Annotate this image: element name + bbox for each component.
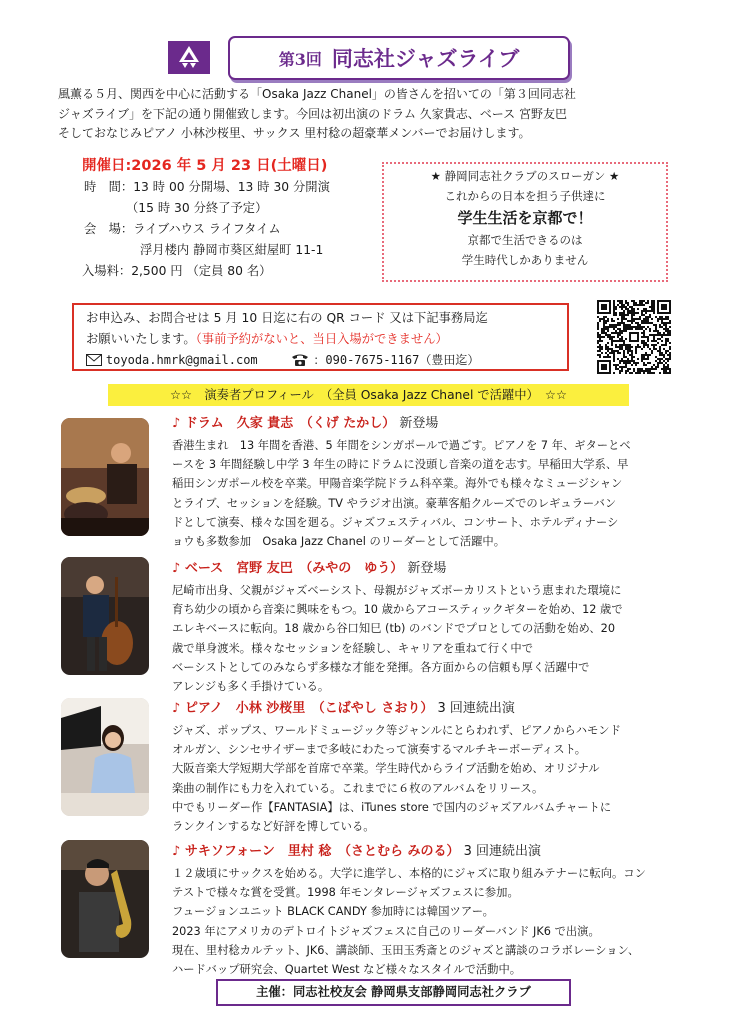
event-details bbox=[82, 156, 372, 282]
performer-photo-sax bbox=[61, 840, 149, 958]
bio-line: テストで様々な賞を受賞。1998 年モンタレージャズフェスに参加。 bbox=[172, 886, 519, 900]
bio-line: とライブ、セッションを経験。TV やラジオ出演。豪華客船クルーズでのレギュラーバン bbox=[172, 496, 617, 510]
performer-name: ♪ サキソフォーン 里村 稔 （さとむら みのる） bbox=[172, 844, 460, 859]
bio-line: ドとして演奏、様々な国を廻る。ジャズフェスティバル、コンサート、ホテルディナーシ bbox=[172, 515, 619, 529]
contact-info-row bbox=[86, 350, 567, 373]
contact-box bbox=[72, 303, 569, 371]
bio-line: ベーシストとしてのみならず多様な才能を発揮。各方面からの信頼も厚く活躍中で bbox=[172, 660, 590, 674]
bio-line: ジャズ、ポップス、ワールドミュージック等ジャンルにとらわれず、ピアノからハモンド bbox=[172, 724, 621, 737]
telephone-icon bbox=[291, 352, 309, 373]
bio-line: １２歳頃にサックスを始める。大学に進学し、本格的にジャズに取り組みテナーに転向。コン bbox=[172, 867, 646, 880]
intro-line: 風薫る５月、関西を中心に活動する「Osaka Jazz Chanel」の皆さんを招いての「第３回同志社 bbox=[58, 87, 576, 101]
reservation-warning: （事前予約がないと、当日入場ができません） bbox=[195, 332, 448, 346]
intro-line: ジャズライブ」を下記の通り開催致します。今回は初出演のドラム 久家貴志、ベース 宮野友巴 bbox=[58, 106, 567, 121]
bio-line: 歳で単身渡米。様々なセッションを経験し、キャリアを重ねて行く中で bbox=[172, 641, 533, 655]
slogan-line: 京都で生活できるのは bbox=[467, 233, 583, 247]
contact-line: お申込み、お問合せは 5 月 10 日迄に右の QR コード 又は下記事務局迄 bbox=[86, 311, 488, 325]
performer-drums bbox=[172, 413, 700, 551]
page-title bbox=[228, 36, 570, 80]
bio-line: 香港生まれ 13 年間を香港、5 年間をシンガポールで過ごす。ピアノを 7 年、ギターとベ bbox=[172, 439, 631, 452]
bio-line: 大阪音楽大学短期大学部を首席で卒業。学生時代からライブ活動を始め、オリジナル bbox=[172, 762, 600, 776]
performer-photo-bass bbox=[61, 557, 149, 675]
slogan-box bbox=[382, 162, 668, 282]
bio-line: ースを 3 年間経験し中学 3 年生の時にドラムに没頭し音楽の道を志す。早稲田大学系、早 bbox=[172, 458, 629, 472]
performer-appearance: 新登場 bbox=[407, 561, 447, 576]
performer-piano bbox=[172, 698, 700, 836]
performer-appearance: 新登場 bbox=[399, 416, 439, 431]
bio-line: エレキベースに転向。18 歳から谷口知巳 (tb) のバンドでプロとしての活動を始め、20 bbox=[172, 622, 616, 636]
slogan-line: 学生時代しかありません bbox=[461, 253, 589, 267]
intro-paragraph bbox=[58, 85, 698, 144]
bio-line: フュージョンユニット BLACK CANDY 参加時には韓国ツアー。 bbox=[172, 905, 494, 919]
bio-line: 楽曲の制作にも力を入れている。これまでに６枚のアルバムをリリース。 bbox=[172, 781, 544, 795]
slogan-title: ★ 静岡同志社クラブのスローガン ★ bbox=[430, 169, 620, 183]
organizer-footer: 主催：同志社校友会 静岡県支部静岡同志社クラブ bbox=[216, 979, 571, 1006]
title-main: 同志社ジャズライブ bbox=[331, 46, 520, 71]
performer-photo-piano bbox=[61, 698, 149, 816]
doshisha-crest-icon bbox=[168, 41, 210, 74]
bio-line: オルガン、シンセサイザーまで多岐にわたって演奏するマルチキーボーディスト。 bbox=[172, 743, 587, 757]
slogan-line: これからの日本を担う子供達に bbox=[444, 189, 606, 203]
performer-appearance: 3 回連続出演 bbox=[463, 844, 542, 859]
event-time-note: （15 時 30 分終了予定） bbox=[126, 201, 268, 215]
intro-line: そしておなじみピアノ 小林沙桜里、サックス 里村稔の超豪華メンバーでお届けします。 bbox=[58, 126, 531, 140]
bio-line: 2023 年にアメリカのデトロイトジャズフェスに自己のリーダーバンド JK6 で出演。 bbox=[172, 924, 600, 938]
event-address: 浮月楼内 静岡市葵区紺屋町 11-1 bbox=[140, 243, 324, 257]
performer-appearance: 3 回連続出演 bbox=[437, 701, 515, 716]
performer-sax bbox=[172, 841, 700, 979]
bio-line: アレンジも多く手掛けている。 bbox=[172, 680, 330, 694]
contact-phone[interactable]: ：090-7675-1167（豊田迄） bbox=[313, 353, 480, 367]
bio-line: 稲田シンガポール校を卒業。甲陽音楽学院ドラム科卒業。海外でも様々なミュージシャン bbox=[172, 477, 623, 491]
performer-name: ♪ ベース 宮野 友巴 （みやの ゆう） bbox=[172, 561, 404, 576]
envelope-icon bbox=[86, 352, 102, 373]
slogan-headline: 学生生活を京都で！ bbox=[457, 209, 593, 227]
event-fee: 入場料：2,500 円 （定員 80 名） bbox=[82, 264, 272, 278]
performer-bass bbox=[172, 558, 700, 696]
bio-line: ランクインするなど好評を博している。 bbox=[172, 820, 375, 834]
performer-name: ♪ ピアノ 小林 沙桜里 （こばやし さおり） bbox=[172, 701, 434, 716]
contact-line-2 bbox=[86, 329, 567, 350]
bio-line: ハードバップ研究会、Quartet West など様々なスタイルで活動中。 bbox=[172, 963, 522, 977]
event-date: 開催日:2026 年 5 月 23 日(土曜日) bbox=[82, 158, 328, 174]
qr-code[interactable] bbox=[597, 300, 671, 374]
contact-text: お願いいたします。 bbox=[86, 332, 196, 346]
contact-email[interactable]: toyoda.hmrk@gmail.com bbox=[105, 353, 258, 367]
event-venue: 会 場：ライブハウス ライフタイム bbox=[84, 222, 281, 236]
bio-line: 尼崎市出身、父親がジャズベーシスト、母親がジャズボーカリストという恵まれた環境に bbox=[172, 584, 622, 597]
bio-line: 育ち幼少の頃から音楽に興味をもつ。10 歳からアコースティックギターを始め、12 歳で bbox=[172, 603, 623, 617]
event-time: 時 間：13 時 00 分開場、13 時 30 分開演 bbox=[84, 180, 330, 194]
bio-line: 現在、里村稔カルテット、JK6、講談師、玉田玉秀斎とのジャズと講談のコラボレーション、 bbox=[172, 943, 640, 957]
bio-line: ョウも多数参加 Osaka Jazz Chanel のリーダーとして活躍中。 bbox=[172, 535, 506, 549]
performer-photo-drums bbox=[61, 418, 149, 536]
title-prefix: 第3回 bbox=[278, 49, 322, 69]
performer-profile-banner: ☆☆ 演奏者プロフィール （全員 Osaka Jazz Chanel で活躍中） ☆☆ bbox=[108, 384, 629, 406]
bio-line: 中でもリーダー作【FANTASIA】は、iTunes store で国内のジャズアルバムチャートに bbox=[172, 800, 612, 814]
performer-name: ♪ ドラム 久家 貴志 （くげ たかし） bbox=[172, 416, 396, 431]
